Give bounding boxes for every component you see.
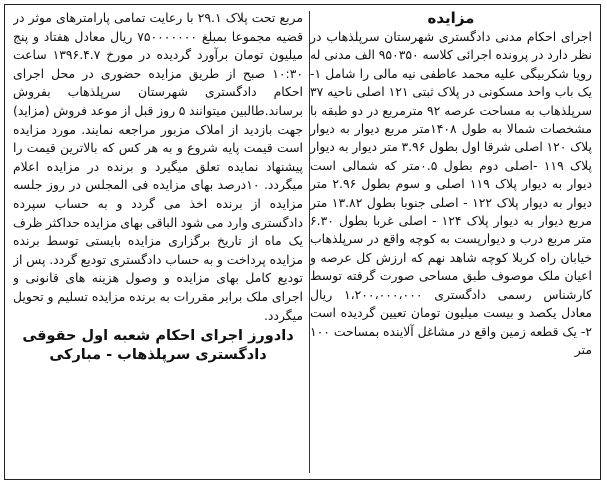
signature-block bbox=[13, 327, 303, 365]
auction-notice bbox=[4, 4, 601, 480]
notice-title: مزایده bbox=[427, 9, 475, 27]
right-column bbox=[310, 9, 592, 475]
left-column-text: مربع تحت پلاک ۲۹.۱ با رعایت تمامی پارامترهای موثر در قضیه مجموعا بمبلغ ۷۵۰۰۰۰۰۰۰ ریال معادل هفتاد و پنج میلیون تومان برآورد گردیده در مورخ ۱۳۹۶.۴.۷ ساعت ۱۰:۳۰ صبح از طریق مزایده حضوری در محل اجرای احکام دادگستری شهرستان سرپلذهاب بفروش برساند.طالبین میتوانند ۵ روز قبل از موعد فروش (مزاید) جهت بازدید از املاک مزبور مراجعه نمایند. مورد مزایده است قیمت پایه شروع و به هر کس که بالاترین قیمت را پیشنهاد نمایده تعلق میگیرد و برنده در مزایده اعلام میگردد. ۱۰درصد بهای مزایده فی المجلس در روز جلسه مزایده از برنده اخذ می گردد و به حساب سپرده دادگستری وارد می شود الباقی بهای مزایده حداکثر ظرف یک ماه از تاریخ برگزاری مزایده بایستی توسط برنده مزایده پرداخت و به حساب دادگستری تودیع گردد. پس از تودیع کامل بهای مزایده و وصول هزینه های قانونی و اجرای ملک برابر مقررات به برنده مزایده تسلیم و تحویل میگردد. bbox=[13, 10, 303, 323]
signature-line-2: دادگستری سرپلذهاب - مبارکی bbox=[49, 347, 267, 364]
signature-line-1: دادورز اجرای احکام شعبه اول حقوقی bbox=[22, 328, 294, 345]
right-column-text: اجرای احکام مدنی دادگستری شهرستان سرپلذهاب در نظر دارد در پرونده اجرائی کلاسه ۹۵۰۳۵۰ الف مدنی له رویا شکربیگی علیه محمد عاطفی نیه مالی را شامل ۱-یک باب واحد مسکونی در پلاک ثبتی ۱۲۱ اصلی ناحیه ۳۷ سرپلذهاب به مساحت عرصه ۹۲ مترمربع در دو طبقه با مشخصات شمالا به طول ۱۴۰۸متر مربع دیوار به دیوار پلاک ۱۲۰ اصلی شرقا اول بطول ۳.۹۶ متر دیوار به دیوار پلاک ۱۱۹ -اصلی دوم بطول ۰.۵متر که شمالی است دیوار به دیوار پلاک ۱۱۹ اصلی و سوم بطول ۲.۹۶ متر دیوار به دیوار پلاک ۱۲۲ - اصلی جنوبا بطول ۱۳.۸۲ متر مربع دیوار به دیوار پلاک ۱۲۴ - اصلی غربا بطول ۶.۳۰ متر مربع درب و دیوارپست به کوچه واقع در سرپلذهاب خیابان راه کربلا کوچه شاهد نهم که ارزش کل عرصه و اعیان ملک موصوف طبق مساحی صورت گرفته توسط کارشناس رسمی دادگستری ۱،۲۰۰،۰۰۰،۰۰۰ ریال معادل یکصد و بیست میلیون تومان تعیین گردیده است ۲- یک قطعه زمین واقع در مشاغل آلاینده بمساحت ۱۰۰ متر bbox=[310, 29, 592, 357]
column-divider bbox=[309, 11, 310, 473]
left-column bbox=[13, 9, 303, 475]
